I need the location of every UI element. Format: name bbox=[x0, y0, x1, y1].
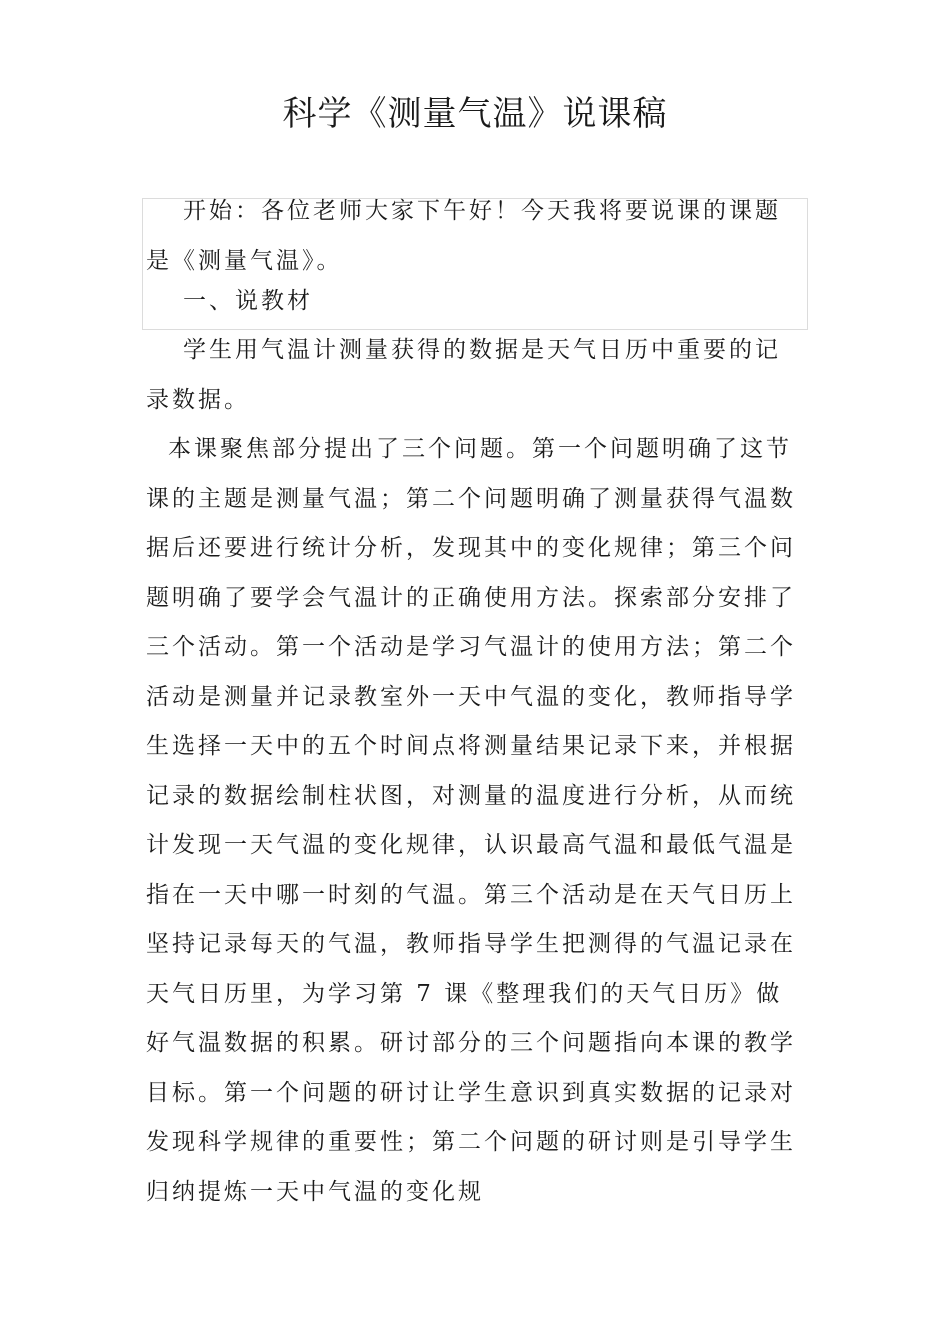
paragraph-opening: 开始：各位老师大家下午好！今天我将要说课的课题是《测量气温》。 bbox=[146, 198, 781, 274]
paragraph-body: 本课聚焦部分提出了三个问题。第一个问题明确了这节课的主题是测量气温；第二个问题明确了测量获得气温数据后还要进行统计分析，发现其中的变化规律；第三个问题明确了要学会气温计的正确使用方法。探索部分安排了三个活动。第一个活动是学习气温计的使用方法；第二个活动是测量并记录教室外一天中气温的变化，教师指导学生选择一天中的五个时间点将测量结果记录下来，并根据记录的数据绘制柱状图，对测量的温度进行分析，从而统计发现一天气温的变化规律，认识最高气温和最低气温是指在一天中哪一时刻的气温。第三个活动是在天气日历上坚持记录每天的气温，教师指导学生把测得的气温记录在天气日历里，为学习第 7 课《整理我们的天气日历》做好气温数据的积累。研讨部分的三个问题指向本课的教学目标。第一个问题的研讨让学生意识到真实数据的记录对发现科学规律的重要性；第二个问题的研讨则是引导学生归纳提炼一天中气温的变化规 bbox=[146, 436, 796, 1205]
section-heading: 一、说教材 bbox=[183, 288, 313, 314]
paragraph-intro: 学生用气温计测量获得的数据是天气日历中重要的记录数据。 bbox=[146, 337, 781, 413]
document-title: 科学《测量气温》说课稿 bbox=[282, 94, 668, 134]
